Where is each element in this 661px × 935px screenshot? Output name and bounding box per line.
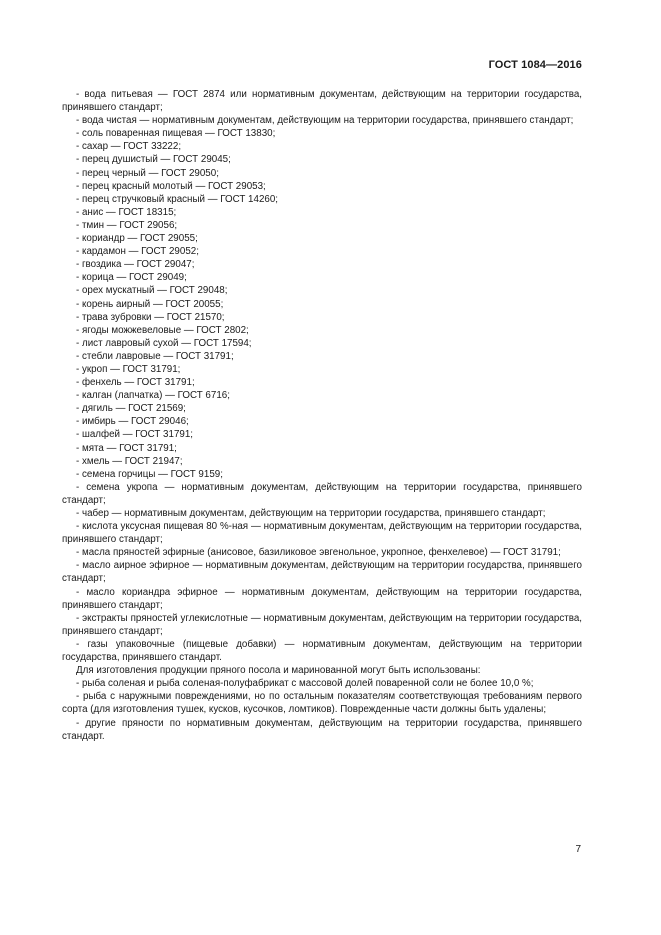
list-item: - масло кориандра эфирное — нормативным документам, действующим на территории государства, принявшего стандарт; bbox=[62, 586, 582, 611]
list-item: - фенхель — ГОСТ 31791; bbox=[76, 377, 195, 389]
list-item: - калган (лапчатка) — ГОСТ 6716; bbox=[76, 390, 230, 402]
list-item: - корень аирный — ГОСТ 20055; bbox=[76, 298, 224, 310]
list-item: - кардамон — ГОСТ 29052; bbox=[76, 246, 199, 258]
list-item: - сахар — ГОСТ 33222; bbox=[76, 141, 182, 153]
list-item: - масло аирное эфирное — нормативным документам, действующим на территории государства, принявшего стандарт; bbox=[62, 560, 582, 585]
list-item: - газы упаковочные (пищевые добавки) — нормативным документам, действующим на территории государства, принявшего стандарт. bbox=[62, 638, 582, 664]
list-item: - орех мускатный — ГОСТ 29048; bbox=[76, 285, 228, 297]
list-item: - тмин — ГОСТ 29056; bbox=[76, 219, 178, 231]
list-item: - семена укропа — нормативным документам, действующим на территории государства, принявшего стандарт; bbox=[62, 481, 582, 506]
list-item: - перец душистый — ГОСТ 29045; bbox=[76, 154, 231, 166]
ingredient-list bbox=[62, 88, 582, 664]
list-item: - кислота уксусная пищевая 80 %-ная — нормативным документам, действующим на территории государства, принявшего стандарт; bbox=[62, 521, 582, 546]
list-item: - рыба с наружными повреждениями, но по остальным показателям соответствующая требованиям первого сорта (для изготовления тушек, кусков, кусочков, ломтиков). Поврежденные части должны быть удалены; bbox=[62, 691, 582, 716]
list-item: - вода питьевая — ГОСТ 2874 или нормативным документам, действующим на территории государства, принявшего стандарт; bbox=[62, 89, 582, 114]
list-item: - рыба соленая и рыба соленая-полуфабрикат с массовой долей поваренной соли не более 10,0 %; bbox=[76, 678, 534, 690]
list-item: - вода чистая — нормативным документам, действующим на территории государства, принявшего стандарт; bbox=[76, 115, 574, 127]
list-item: - перец красный молотый — ГОСТ 29053; bbox=[76, 180, 266, 192]
list-item: - анис — ГОСТ 18315; bbox=[76, 206, 177, 218]
list-item: - перец черный — ГОСТ 29050; bbox=[76, 167, 219, 179]
list-item: - семена горчицы — ГОСТ 9159; bbox=[76, 468, 223, 480]
list-item: - перец стручковый красный — ГОСТ 14260; bbox=[76, 193, 279, 205]
list-item: - другие пряности по нормативным документам, действующим на территории государства, принявшего стандарт. bbox=[62, 717, 582, 742]
list-item: - укроп — ГОСТ 31791; bbox=[76, 363, 181, 375]
list-item: - шалфей — ГОСТ 31791; bbox=[76, 429, 194, 441]
page-number: 7 bbox=[575, 844, 581, 855]
list-item: - имбирь — ГОСТ 29046; bbox=[76, 416, 189, 428]
document-code-header: ГОСТ 1084—2016 bbox=[488, 59, 582, 71]
raw-fish-list bbox=[62, 677, 582, 742]
list-item: - стебли лавровые — ГОСТ 31791; bbox=[76, 350, 234, 362]
list-item: - гвоздика — ГОСТ 29047; bbox=[76, 259, 195, 271]
list-item: - ягоды можжевеловые — ГОСТ 2802; bbox=[76, 324, 249, 336]
list-item: - хмель — ГОСТ 21947; bbox=[76, 455, 183, 467]
list-item: - корица — ГОСТ 29049; bbox=[76, 272, 187, 284]
list-item: - масла пряностей эфирные (анисовое, базиликовое эвгенольное, укропное, фенхелевое) — ГОСТ 31791; bbox=[76, 547, 561, 559]
list-item: - лист лавровый сухой — ГОСТ 17594; bbox=[76, 337, 252, 349]
list-item: - чабер — нормативным документам, действующим на территории государства, принявшего стандарт; bbox=[76, 508, 546, 519]
list-item: - трава зубровки — ГОСТ 21570; bbox=[76, 311, 225, 323]
intro-paragraph: Для изготовления продукции пряного посола и маринованной могут быть использованы: bbox=[76, 665, 481, 677]
list-item: - соль поваренная пищевая — ГОСТ 13830; bbox=[76, 128, 276, 140]
document-body bbox=[62, 88, 582, 743]
list-item: - кориандр — ГОСТ 29055; bbox=[76, 233, 198, 245]
list-item: - дягиль — ГОСТ 21569; bbox=[76, 403, 186, 415]
list-item: - мята — ГОСТ 31791; bbox=[76, 442, 177, 454]
list-item: - экстракты пряностей углекислотные — нормативным документам, действующим на территории государства, принявшего стандарт; bbox=[62, 612, 582, 637]
